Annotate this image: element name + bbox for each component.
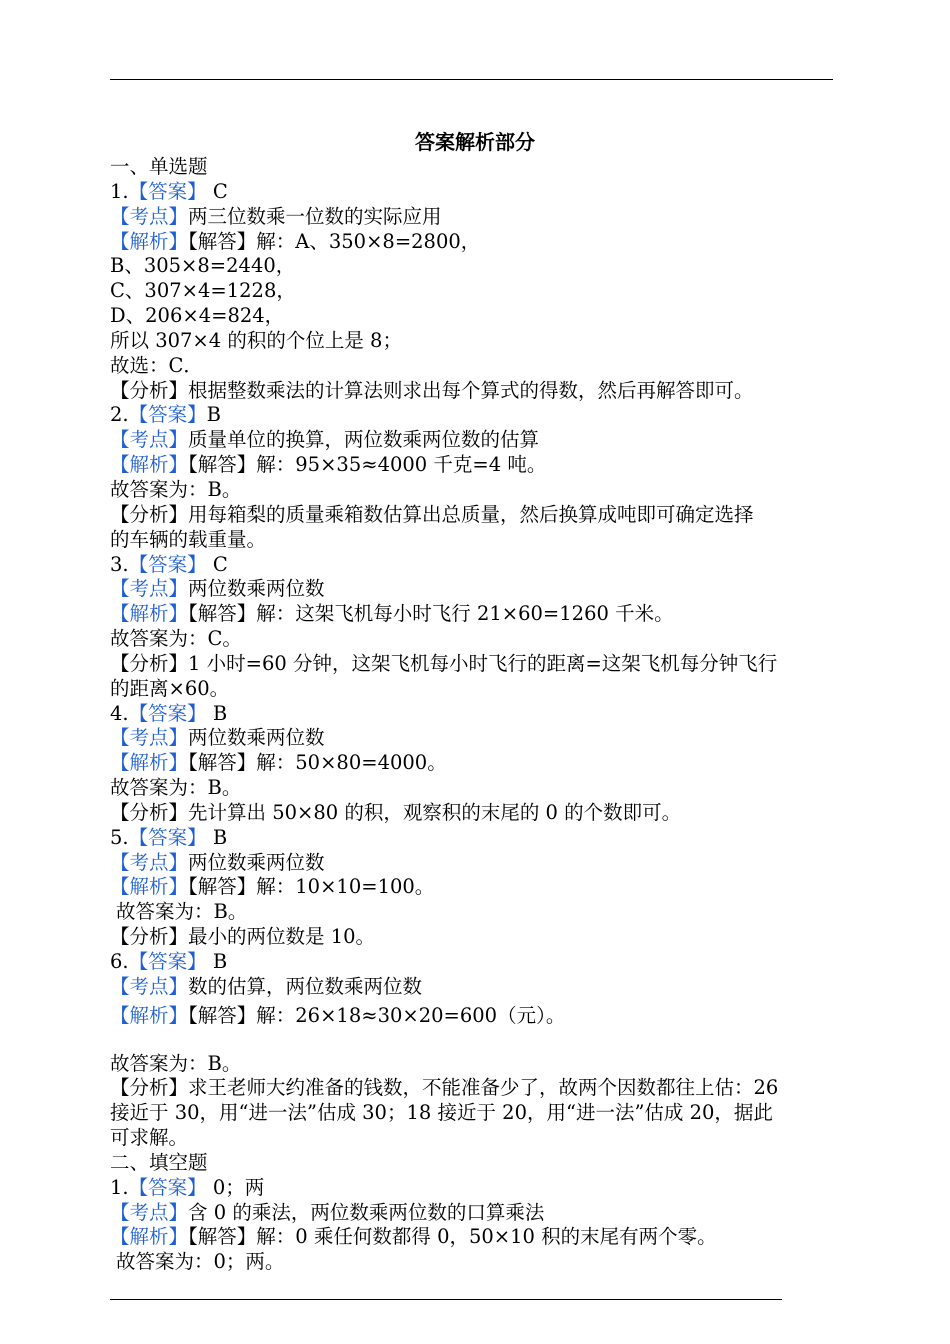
analysis-tag: 【解析】 xyxy=(110,1003,189,1027)
q3-analysis-line: 【解析】【解答】解：这架飞机每小时飞行 21×60=1260 千米。 xyxy=(110,602,674,626)
q1-step: C、307×4=1228， xyxy=(110,279,296,303)
point-tag: 【考点】 xyxy=(110,726,189,750)
q6-explanation: 可求解。 xyxy=(110,1126,189,1150)
analysis-tag: 【解析】 xyxy=(110,1225,189,1249)
q4-analysis-line: 【解析】【解答】解：50×80=4000。 xyxy=(110,751,447,775)
q1-explanation: 【分析】根据整数乘法的计算法则求出每个算式的得数，然后再解答即可。 xyxy=(110,378,754,402)
f1-answer-line: 1.【答案】 0；两 xyxy=(110,1175,265,1199)
q5-explanation: 【分析】最小的两位数是 10。 xyxy=(110,925,376,949)
q6-analysis-line: 【解析】【解答】解：26×18≈30×20=600（元）。 xyxy=(110,1003,566,1027)
q3-point-line: 【考点】两位数乘两位数 xyxy=(110,577,325,601)
point-tag: 【考点】 xyxy=(110,428,189,452)
q5-analysis-line: 【解析】【解答】解：10×10=100。 xyxy=(110,875,435,899)
q1-answer-line: 1.【答案】 C xyxy=(110,179,228,203)
section-heading-fill-blank: 二、填空题 xyxy=(110,1150,208,1174)
q6-answer-line: 6.【答案】 B xyxy=(110,950,228,973)
q2-point-line: 【考点】质量单位的换算，两位数乘两位数的估算 xyxy=(110,428,540,452)
q1-point-line: 【考点】两三位数乘一位数的实际应用 xyxy=(110,204,442,228)
analysis-tag: 【解析】 xyxy=(110,453,189,477)
point-tag: 【考点】 xyxy=(110,577,189,601)
answer-content xyxy=(110,155,845,1275)
q3-answer-line: 3.【答案】 C xyxy=(110,552,228,576)
q4-answer-line: 4.【答案】 B xyxy=(110,701,228,725)
q6-explanation: 接近于 30，用“进一法”估成 30；18 接近于 20，用“进一法”估成 20，据此 xyxy=(110,1101,773,1125)
answer-tag: 【答案】 xyxy=(128,1175,207,1199)
answer-tag: 【答案】 xyxy=(128,825,207,849)
q2-explanation: 的车辆的载重量。 xyxy=(110,527,267,551)
answer-tag: 【答案】 xyxy=(128,950,207,973)
q2-analysis-line: 【解析】【解答】解：95×35≈4000 千克=4 吨。 xyxy=(110,453,547,477)
q3-explanation: 【分析】1 小时=60 分钟，这架飞机每小时飞行的距离=这架飞机每分钟飞行 xyxy=(110,651,778,675)
analysis-tag: 【解析】 xyxy=(110,229,189,253)
point-tag: 【考点】 xyxy=(110,1200,189,1224)
q2-conclusion: 故答案为：B。 xyxy=(110,477,242,501)
q2-explanation: 【分析】用每箱梨的质量乘箱数估算出总质量，然后换算成吨即可确定选择 xyxy=(110,502,754,526)
q1-conclusion: 故选：C． xyxy=(110,353,203,377)
footer-rule xyxy=(110,1299,782,1300)
q6-conclusion: 故答案为：B。 xyxy=(110,1051,242,1075)
f1-point-line: 【考点】含 0 的乘法，两位数乘两位数的口算乘法 xyxy=(110,1200,545,1224)
answer-tag: 【答案】 xyxy=(128,701,207,725)
point-tag: 【考点】 xyxy=(110,974,189,998)
f1-conclusion: 故答案为：0；两。 xyxy=(116,1250,285,1274)
q6-explanation: 【分析】求王老师大约准备的钱数，不能准备少了，故两个因数都往上估：26 xyxy=(110,1076,779,1100)
analysis-tag: 【解析】 xyxy=(110,875,189,899)
point-tag: 【考点】 xyxy=(110,850,189,874)
q3-explanation: 的距离×60。 xyxy=(110,676,230,700)
header-rule xyxy=(110,79,833,80)
q1-analysis-line: 【解析】【解答】解：A、350×8=2800， xyxy=(110,229,481,253)
q1-step: B、305×8=2440， xyxy=(110,254,296,278)
q1-step: D、206×4=824， xyxy=(110,304,285,328)
page-title: 答案解析部分 xyxy=(415,130,535,154)
answer-tag: 【答案】 xyxy=(128,179,207,203)
q4-explanation: 【分析】先计算出 50×80 的积，观察积的末尾的 0 的个数即可。 xyxy=(110,800,682,824)
point-tag: 【考点】 xyxy=(110,204,189,228)
q5-point-line: 【考点】两位数乘两位数 xyxy=(110,850,325,874)
answer-tag: 【答案】 xyxy=(128,403,207,427)
q5-conclusion: 故答案为：B。 xyxy=(116,900,248,924)
q4-conclusion: 故答案为：B。 xyxy=(110,776,242,800)
q6-point-line: 【考点】数的估算，两位数乘两位数 xyxy=(110,974,423,998)
q4-point-line: 【考点】两位数乘两位数 xyxy=(110,726,325,750)
q3-conclusion: 故答案为：C。 xyxy=(110,627,242,651)
q2-answer-line: 2.【答案】B xyxy=(110,403,221,427)
f1-analysis-line: 【解析】【解答】解：0 乘任何数都得 0，50×10 积的末尾有两个零。 xyxy=(110,1225,717,1249)
q1-step: 所以 307×4 的积的个位上是 8； xyxy=(110,328,402,352)
analysis-tag: 【解析】 xyxy=(110,751,189,775)
answer-tag: 【答案】 xyxy=(128,552,207,576)
section-heading-single-choice: 一、单选题 xyxy=(110,155,208,178)
analysis-tag: 【解析】 xyxy=(110,602,189,626)
q5-answer-line: 5.【答案】 B xyxy=(110,825,228,849)
